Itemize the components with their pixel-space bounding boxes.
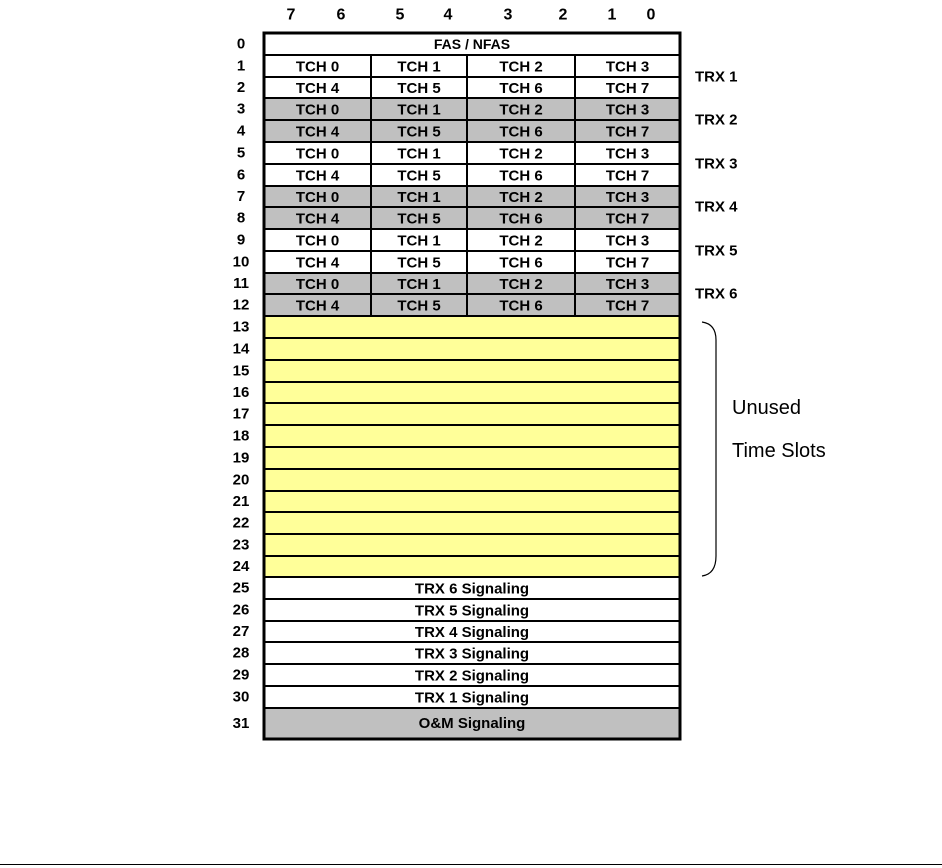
row-number: 24 <box>232 558 250 575</box>
tch-label: TCH 6 <box>499 210 543 228</box>
bit-label: 5 <box>395 6 405 24</box>
unused-slot <box>264 425 680 447</box>
row-number: 22 <box>232 514 250 532</box>
row-number: 19 <box>232 449 250 467</box>
row-number: 14 <box>232 340 250 358</box>
unused-slot <box>264 382 680 403</box>
row-number: 8 <box>236 209 246 227</box>
row-number: 10 <box>232 253 250 271</box>
tch-label: TCH 6 <box>499 297 543 315</box>
signaling-label: TRX 1 Signaling <box>414 689 530 707</box>
bit-label: 2 <box>558 6 568 24</box>
signaling-label: TRX 4 Signaling <box>414 624 530 641</box>
tch-label: TCH 7 <box>605 210 650 228</box>
trx-label: TRX 1 <box>695 68 738 86</box>
row-number: 12 <box>232 296 250 314</box>
tch-label: TCH 5 <box>397 167 441 185</box>
bit-label: 6 <box>336 6 346 24</box>
tch-label: TCH 2 <box>499 58 543 76</box>
tch-label: TCH 4 <box>295 123 340 141</box>
unused-slot <box>264 360 680 382</box>
row-number: 16 <box>232 384 250 401</box>
tch-label: TCH 5 <box>397 297 441 315</box>
unused-slot <box>264 534 680 556</box>
tch-label: TCH 4 <box>295 297 340 315</box>
unused-slot <box>264 403 680 425</box>
row-number: 27 <box>232 623 250 640</box>
signaling-label: TRX 5 Signaling <box>414 602 530 620</box>
row-number: 7 <box>236 188 246 205</box>
tch-label: TCH 7 <box>605 123 650 141</box>
tch-label: TCH 3 <box>605 58 650 76</box>
tch-label: TCH 2 <box>499 276 543 293</box>
row-number: 0 <box>236 35 246 53</box>
row-number: 4 <box>236 122 246 140</box>
tch-label: TCH 4 <box>295 80 340 97</box>
trx-label: TRX 3 <box>695 155 738 173</box>
tch-label: TCH 5 <box>397 123 441 141</box>
tch-label: TCH 5 <box>397 210 441 228</box>
tch-label: TCH 0 <box>295 58 340 76</box>
row-number: 28 <box>232 644 250 662</box>
trx-label: TRX 5 <box>695 242 738 260</box>
tch-label: TCH 7 <box>605 254 650 272</box>
tch-label: TCH 6 <box>499 254 543 272</box>
bit-label: 4 <box>443 6 453 24</box>
tch-label: TCH 1 <box>397 145 441 163</box>
tch-label: TCH 4 <box>295 210 340 228</box>
tch-label: TCH 3 <box>605 101 650 119</box>
row-number: 9 <box>236 231 246 249</box>
tch-label: TCH 1 <box>397 189 441 206</box>
row-number: 21 <box>232 493 250 510</box>
tch-label: TCH 1 <box>397 232 441 250</box>
trx-label: TRX 6 <box>695 285 738 303</box>
row-number: 20 <box>232 471 250 489</box>
bottom-rule <box>0 864 942 865</box>
bit-label: 0 <box>646 6 656 24</box>
signaling-label: TRX 3 Signaling <box>414 645 530 663</box>
tch-label: TCH 6 <box>499 80 543 97</box>
row-number: 23 <box>232 536 250 554</box>
row-number: 2 <box>236 79 246 96</box>
unused-slot <box>264 447 680 469</box>
tch-label: TCH 6 <box>499 167 543 185</box>
tch-label: TCH 7 <box>605 297 650 315</box>
tch-label: TCH 4 <box>295 167 340 185</box>
tch-label: TCH 2 <box>499 145 543 163</box>
unused-brace <box>702 322 716 576</box>
om-label: O&M Signaling <box>418 715 526 732</box>
tch-label: TCH 2 <box>499 232 543 250</box>
trx-label: TRX 4 <box>695 198 738 216</box>
row-number: 17 <box>232 405 250 423</box>
row-number: 18 <box>232 427 250 445</box>
tch-label: TCH 3 <box>605 145 650 163</box>
row-number: 30 <box>232 688 250 706</box>
unused-slot <box>264 556 680 577</box>
trx-label: TRX 2 <box>695 111 738 129</box>
bit-label: 7 <box>286 6 296 24</box>
tch-label: TCH 0 <box>295 101 340 119</box>
tch-label: TCH 1 <box>397 58 441 76</box>
tch-label: TCH 3 <box>605 189 650 206</box>
tch-label: TCH 3 <box>605 276 650 293</box>
unused-slot <box>264 316 680 338</box>
tch-label: TCH 0 <box>295 276 340 293</box>
tch-label: TCH 3 <box>605 232 650 250</box>
tch-label: TCH 5 <box>397 80 441 97</box>
row-number: 13 <box>232 318 250 336</box>
tch-label: TCH 5 <box>397 254 441 272</box>
frame-row-label: FAS / NFAS <box>433 36 511 52</box>
row-number: 15 <box>232 362 250 380</box>
unused-slot <box>264 469 680 491</box>
tch-label: TCH 1 <box>397 276 441 293</box>
unused-label-line2: Time Slots <box>732 440 826 462</box>
tch-label: TCH 4 <box>295 254 340 272</box>
tch-label: TCH 0 <box>295 232 340 250</box>
unused-slot <box>264 338 680 360</box>
row-number: 11 <box>233 275 249 292</box>
row-number: 25 <box>232 579 250 597</box>
bit-label: 3 <box>503 6 513 24</box>
row-number: 6 <box>236 166 246 184</box>
row-number: 29 <box>232 666 250 684</box>
unused-label-line1: Unused <box>732 397 801 419</box>
row-number: 26 <box>232 601 250 619</box>
row-number: 1 <box>236 57 246 75</box>
row-number: 3 <box>236 100 246 118</box>
unused-slot <box>264 491 680 512</box>
bit-label: 1 <box>607 6 617 24</box>
row-number: 5 <box>236 144 246 162</box>
tch-label: TCH 7 <box>605 80 650 97</box>
tch-label: TCH 7 <box>605 167 650 185</box>
unused-slot <box>264 512 680 534</box>
tch-label: TCH 2 <box>499 189 543 206</box>
signaling-label: TRX 6 Signaling <box>414 580 530 598</box>
tch-label: TCH 0 <box>295 145 340 163</box>
tch-label: TCH 6 <box>499 123 543 141</box>
tch-label: TCH 1 <box>397 101 441 119</box>
row-number: 31 <box>232 715 250 732</box>
tch-label: TCH 0 <box>295 189 340 206</box>
tch-label: TCH 2 <box>499 101 543 119</box>
signaling-label: TRX 2 Signaling <box>414 667 530 685</box>
